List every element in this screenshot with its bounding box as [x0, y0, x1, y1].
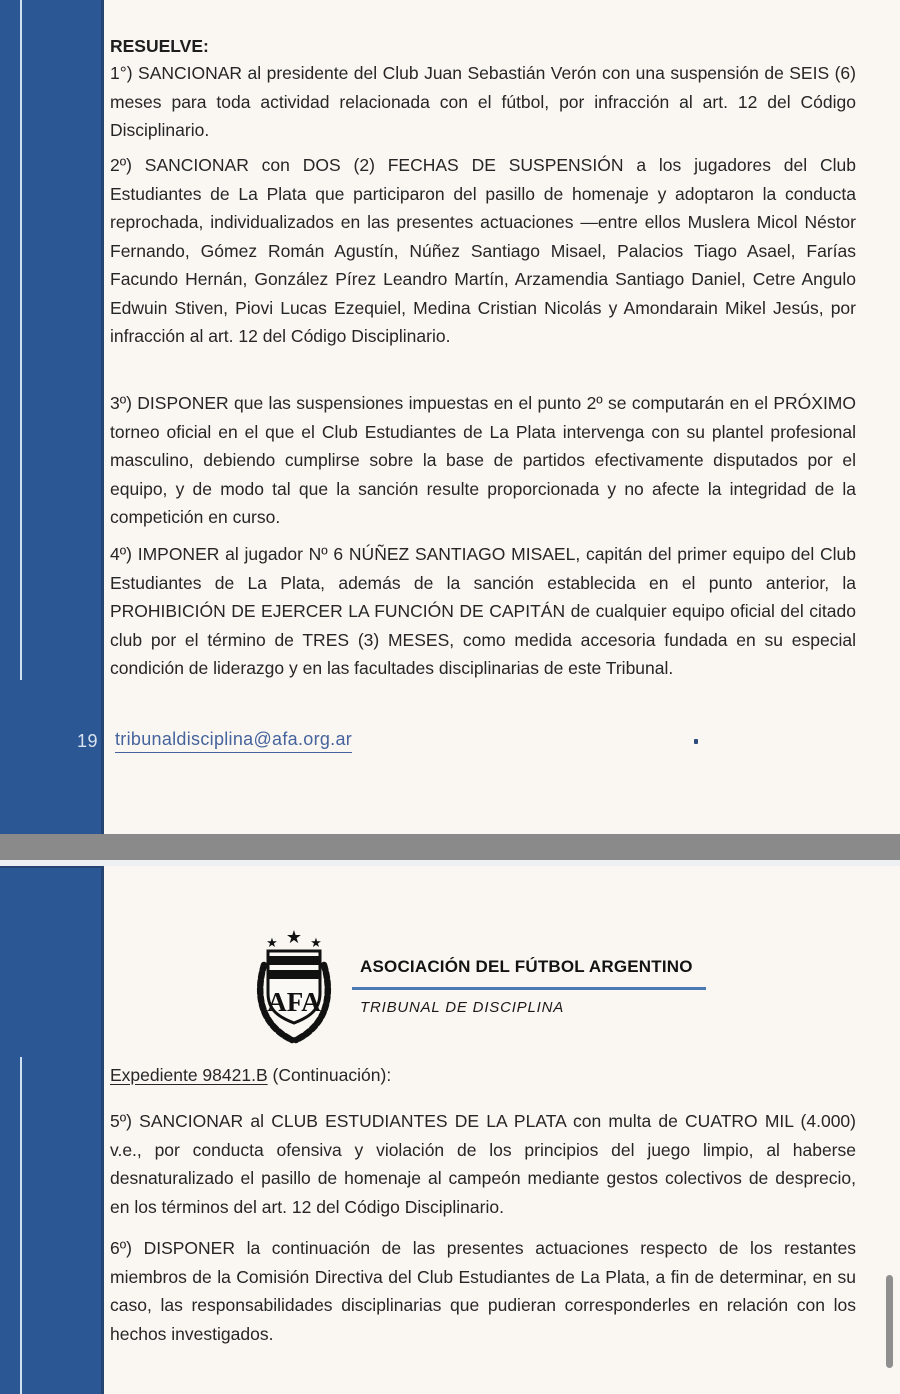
afa-crest-icon: [251, 925, 337, 1049]
bullet-dot: [694, 739, 698, 744]
tribunal-email-link[interactable]: tribunaldisciplina@afa.org.ar: [115, 729, 352, 753]
margin-accent-line: [20, 1057, 22, 1394]
case-reference-suffix: (Continuación):: [267, 1065, 392, 1085]
star-icon: ★: [310, 935, 322, 950]
star-icon: ★: [266, 935, 278, 950]
resolution-heading: RESUELVE:: [110, 35, 209, 56]
scrollbar-thumb[interactable]: [886, 1275, 893, 1368]
resolution-item-5: 5º) SANCIONAR al CLUB ESTUDIANTES DE LA PLATA con multa de CUATRO MIL (4.000) v.e., por conducta ofensiva y violación de los principios del juego limpio, al haberse desnaturalizado el pasillo de homenaje al campeón mediante gestos colectivos de desprecio, en los términos del art. 12 del Código Disciplinario.: [110, 1111, 856, 1217]
resolution-item-4: 4º) IMPONER al jugador Nº 6 NÚÑEZ SANTIAGO MISAEL, capitán del primer equipo del Club Estudiantes de La Plata, además de la sanción establecida en el punto anterior, la PROHIBICIÓN DE EJERCER LA FUNCIÓN DE CAPITÁN de cualquier equipo oficial del citado club por el término de TRES (3) MESES, como medida accesoria fundada en su especial condición de liderazgo y en las facultades disciplinarias de este Tribunal.: [110, 544, 856, 678]
organization-name: ASOCIACIÓN DEL FÚTBOL ARGENTINO: [360, 957, 693, 976]
department-name: TRIBUNAL DE DISCIPLINA: [360, 999, 565, 1016]
margin-accent-line: [20, 0, 22, 680]
page-number: 19: [76, 731, 98, 751]
case-reference: [110, 1061, 710, 1090]
stars-row: [266, 927, 322, 950]
star-icon: ★: [285, 927, 303, 947]
page2-left-margin-bar: [0, 866, 104, 1394]
resolution-item-2: 2º) SANCIONAR con DOS (2) FECHAS DE SUSPENSIÓN a los jugadores del Club Estudiantes de La Plata que participaron del pasillo de homenaje y adoptaron la conducta reprochada, individualizados en las presentes actuaciones —entre ellos Muslera Micol Néstor Fernando, Gómez Román Agustín, Núñez Santiago Misael, Palacios Tiago Asael, Farías Facundo Hernán, González Pírez Leandro Martín, Arzamendia Santiago Daniel, Cetre Angulo Edwuin Stiven, Piovi Lucas Ezequiel, Medina Cristian Nicolás y Amondarain Mikel Jesús, por infracción al art. 12 del Código Disciplinario.: [110, 155, 856, 346]
page1-left-margin-bar: [0, 0, 104, 834]
afa-logo: [251, 925, 337, 1049]
resolution-item-3: 3º) DISPONER que las suspensiones impuestas en el punto 2º se computarán en el PRÓXIMO torneo oficial en el que el Club Estudiantes de La Plata intervenga con su plantel profesional masculino, debiendo cumplirse sobre la base de partidos efectivamente disputados por el equipo, y de modo tal que la sanción resulte proporcionada y no afecte la integridad de la competición en curso.: [110, 393, 856, 527]
page-separator-bar: [0, 834, 900, 860]
letterhead-rule: [352, 987, 706, 990]
case-reference-number: Expediente 98421.B: [110, 1065, 268, 1085]
resolution-item-1: 1°) SANCIONAR al presidente del Club Juan Sebastián Verón con una suspensión de SEIS (6) meses para toda actividad relacionada con el fútbol, por infracción al art. 12 del Código Disciplinario.: [110, 63, 856, 140]
afa-monogram: AFA: [267, 987, 321, 1017]
page-separator-gap: [0, 860, 900, 866]
resolution-item-6: 6º) DISPONER la continuación de las presentes actuaciones respecto de los restantes miembros de la Comisión Directiva del Club Estudiantes de La Plata, a fin de determinar, en su caso, las responsabilidades disciplinarias que pudieran corresponderles en relación con los hechos investigados.: [110, 1238, 856, 1344]
afa-shield-icon: [267, 951, 321, 1023]
